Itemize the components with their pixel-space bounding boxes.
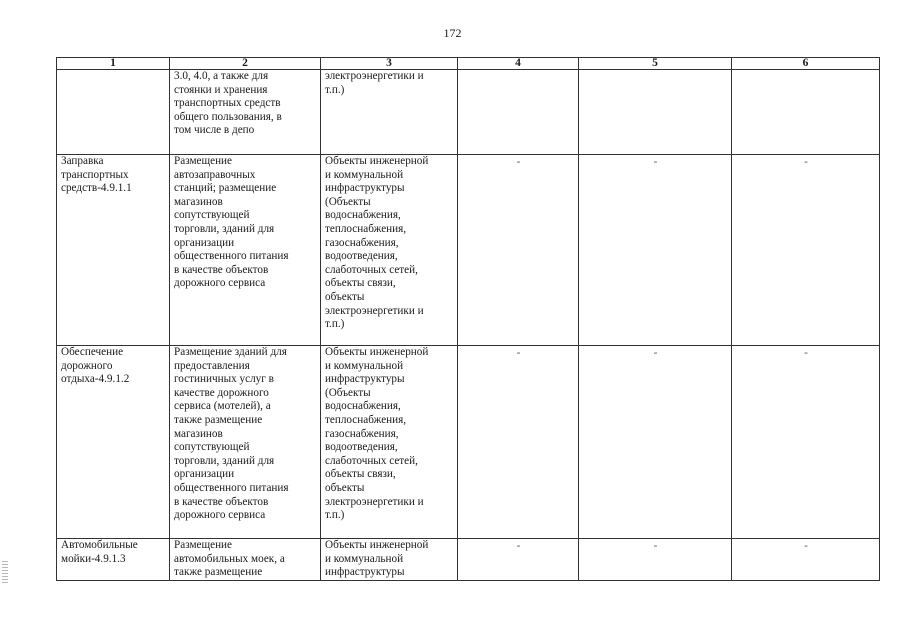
- table-row: [57, 155, 880, 346]
- col6-value: -: [804, 156, 808, 168]
- table-row: [57, 70, 880, 155]
- regulations-table: [56, 57, 880, 581]
- col5-cell: [579, 155, 732, 346]
- col6-cell: [732, 155, 880, 346]
- col6-cell: [732, 346, 880, 539]
- description-text: Размещение автозаправочных станций; размещение магазинов сопутствующей торговли, зданий для организации общественного питания в качестве объектов дорожного сервиса: [174, 155, 289, 290]
- auxiliary-objects-cell: [321, 539, 458, 581]
- land-use-type-text: Заправка транспортных средств-4.9.1.1: [61, 155, 132, 195]
- auxiliary-objects-text: Объекты инженерной и коммунальной инфраструктуры (Объекты водоснабжения, теплоснабжения, газоснабжения, водоотведения, слаботочных сетей, объекты связи, объекты электроэнергетики и т.п.): [325, 155, 429, 331]
- column-header-5: 5: [579, 58, 732, 70]
- column-header-2: 2: [170, 58, 321, 70]
- description-cell: [170, 155, 321, 346]
- col5-cell: [579, 70, 732, 155]
- page-number: 172: [443, 26, 462, 40]
- col5-cell: [579, 539, 732, 581]
- column-header-1: 1: [57, 58, 170, 70]
- column-header-4: 4: [458, 58, 579, 70]
- auxiliary-objects-cell: [321, 346, 458, 539]
- land-use-type-cell: [57, 155, 170, 346]
- col4-cell: [458, 155, 579, 346]
- table-row: [57, 346, 880, 539]
- land-use-type-text: Автомобильные мойки-4.9.1.3: [61, 539, 138, 565]
- table-header-row: [57, 58, 880, 70]
- description-text: 3.0, 4.0, а также для стоянки и хранения транспортных средств общего пользования, в том числе в депо: [174, 70, 282, 137]
- auxiliary-objects-cell: [321, 155, 458, 346]
- col4-value: -: [516, 540, 521, 552]
- auxiliary-objects-cell: [321, 70, 458, 155]
- col4-cell: [458, 539, 579, 581]
- land-use-type-cell: [57, 70, 170, 155]
- description-text: Размещение зданий для предоставления гостиничных услуг в качестве дорожного сервиса (мотелей), а также размещение магазинов сопутствующей торговли, зданий для организации общественного питания в качестве объектов дорожного сервиса: [174, 346, 289, 522]
- auxiliary-objects-text: Объекты инженерной и коммунальной инфраструктуры: [325, 539, 429, 579]
- auxiliary-objects-text: Объекты инженерной и коммунальной инфраструктуры (Объекты водоснабжения, теплоснабжения, газоснабжения, водоотведения, слаботочных сетей, объекты связи, объекты электроэнергетики и т.п.): [325, 346, 429, 522]
- col5-value: -: [653, 347, 658, 359]
- description-cell: [170, 539, 321, 581]
- table-row: [57, 539, 880, 581]
- land-use-type-cell: [57, 539, 170, 581]
- col5-value: -: [653, 540, 658, 552]
- col6-cell: [732, 539, 880, 581]
- land-use-type-cell: [57, 346, 170, 539]
- description-text: Размещение автомобильных моек, а также размещение: [174, 539, 285, 579]
- col4-cell: [458, 70, 579, 155]
- col4-value: -: [516, 347, 521, 359]
- col5-cell: [579, 346, 732, 539]
- col6-value: -: [804, 540, 808, 552]
- col4-cell: [458, 346, 579, 539]
- col6-cell: [732, 70, 880, 155]
- land-use-type-text: Обеспечение дорожного отдыха-4.9.1.2: [61, 346, 130, 386]
- column-header-3: 3: [321, 58, 458, 70]
- scan-margin-mark: [2, 561, 8, 583]
- col5-value: -: [653, 156, 658, 168]
- column-header-6: 6: [732, 58, 880, 70]
- col6-value: -: [804, 347, 808, 359]
- col4-value: -: [516, 156, 521, 168]
- description-cell: [170, 346, 321, 539]
- description-cell: [170, 70, 321, 155]
- auxiliary-objects-text: электроэнергетики и т.п.): [325, 70, 424, 96]
